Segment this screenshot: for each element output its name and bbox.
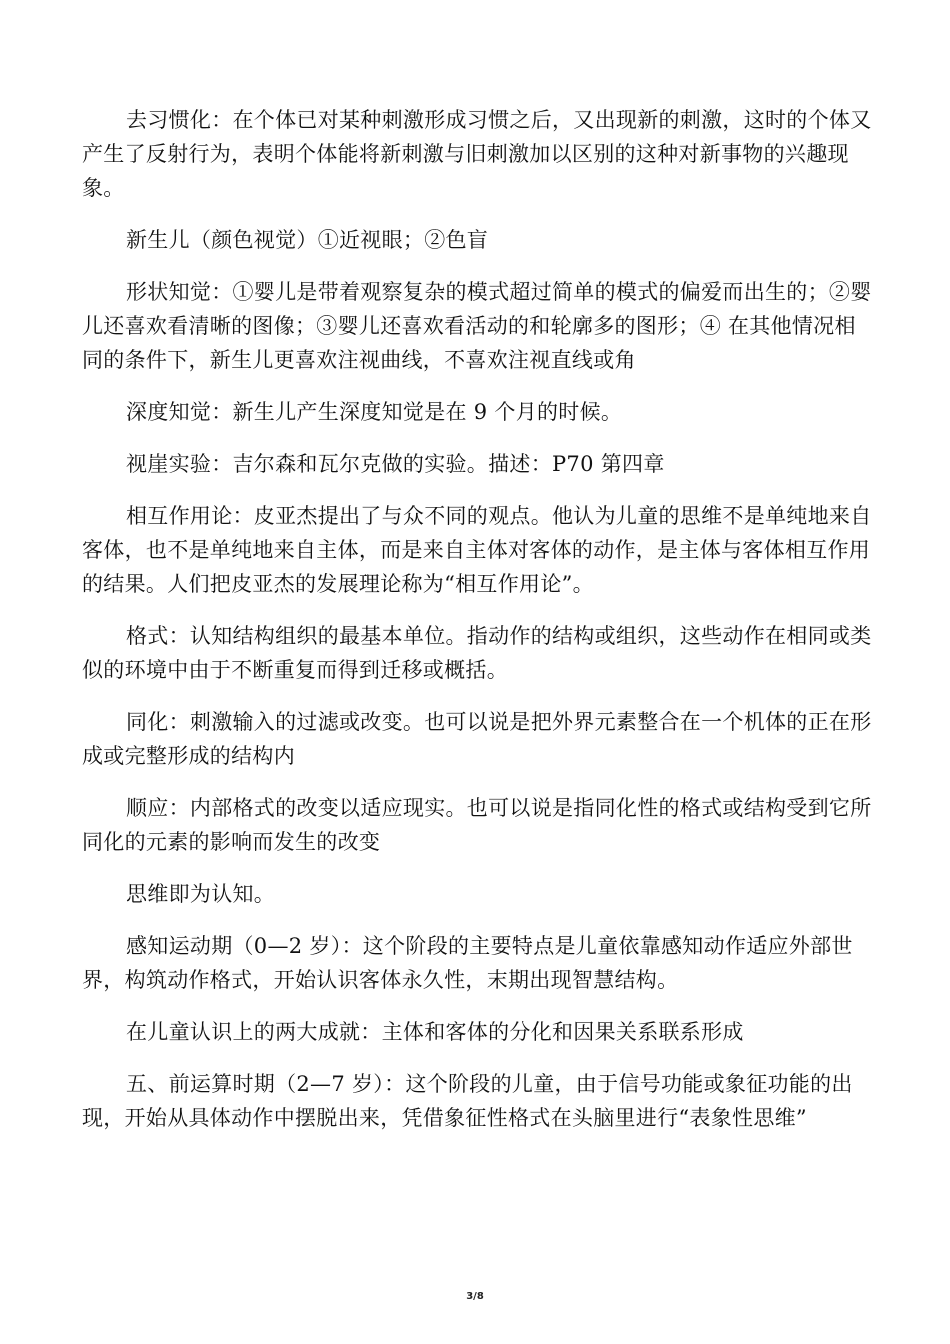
paragraph-shape-perception: 形状知觉：①婴儿是带着观察复杂的模式超过简单的模式的偏爱而出生的；②婴儿还喜欢看清晰的图像；③婴儿还喜欢看活动的和轮廓多的图形；④ 在其他情况相同的条件下，新生儿更喜欢注视曲线，不喜欢注视直线或角: [82, 280, 872, 372]
paragraph-assimilation: 同化：刺激输入的过滤或改变。也可以说是把外界元素整合在一个机体的正在形成或完整形成的结构内: [82, 710, 872, 768]
paragraph-two-achievements: 在儿童认识上的两大成就：主体和客体的分化和因果关系联系形成: [126, 1020, 744, 1044]
paragraph-thinking-cognition: 思维即为认知。: [126, 882, 276, 906]
paragraph-depth-perception: 深度知觉：新生儿产生深度知觉是在 9 个月的时候。: [126, 400, 623, 424]
paragraph-preoperational-stage: 五、前运算时期（2—7 岁）：这个阶段的儿童，由于信号功能或象征功能的出现，开始从具体动作中摆脱出来，凭借象征性格式在头脑里进行“表象性思维”: [82, 1072, 853, 1130]
paragraph-dishabituation: 去习惯化：在个体已对某种刺激形成习惯之后，又出现新的刺激，这时的个体又产生了反射行为，表明个体能将新刺激与旧刺激加以区别的这种对新事物的兴趣现象。: [82, 108, 872, 200]
page-body: [82, 103, 872, 1153]
paragraph-accommodation: 顺应：内部格式的改变以适应现实。也可以说是指同化性的格式或结构受到它所同化的元素的影响而发生的改变: [82, 796, 872, 854]
paragraph-interactionism: 相互作用论：皮亚杰提出了与众不同的观点。他认为儿童的思维不是单纯地来自客体，也不是单纯地来自主体，而是来自主体对客体的动作，是主体与客体相互作用的结果。人们把皮亚杰的发展理论称为“相互作用论”。: [82, 504, 872, 596]
paragraph-sensorimotor-stage: 感知运动期（0—2 岁）：这个阶段的主要特点是儿童依靠感知动作适应外部世界，构筑动作格式，开始认识客体永久性，末期出现智慧结构。: [82, 934, 853, 992]
paragraph-visual-cliff: 视崖实验：吉尔森和瓦尔克做的实验。描述：P70 第四章: [126, 452, 665, 476]
paragraph-schema: 格式：认知结构组织的最基本单位。指动作的结构或组织，这些动作在相同或类似的环境中由于不断重复而得到迁移或概括。: [82, 624, 872, 682]
paragraph-newborn-color-vision: 新生儿（颜色视觉）①近视眼；②色盲: [126, 228, 489, 252]
page-number: 3/8: [466, 1291, 484, 1302]
